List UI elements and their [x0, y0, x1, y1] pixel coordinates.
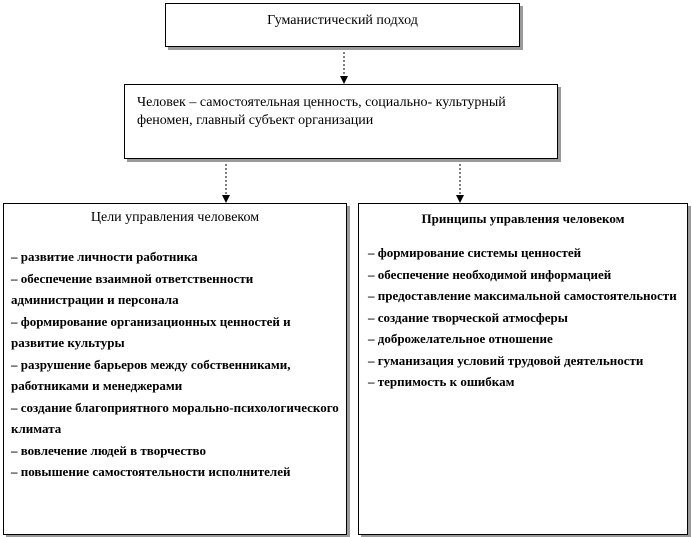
human-definition-text: Человек – самостоятельная ценность, социально- культурный феномен, главный субъект организации	[137, 95, 506, 128]
goal-item: – создание благоприятного морально-психологического климата	[11, 399, 339, 436]
arrowhead-right	[456, 195, 464, 203]
principle-item: – обеспечение необходимой информацией	[368, 266, 612, 282]
principles-title: Принципы управления человеком	[421, 211, 625, 226]
goals-box	[3, 203, 347, 535]
principle-item: – терпимость к ошибкам	[368, 374, 515, 389]
goals-list	[11, 246, 340, 483]
approach-box	[165, 3, 520, 47]
principle-item: – формирование системы ценностей	[368, 245, 582, 260]
principles-list	[368, 242, 683, 393]
goals-title: Цели управления человеком	[90, 210, 260, 225]
goal-item: – вовлечение людей в творчество	[11, 442, 206, 458]
goal-item: – повышение самостоятельности исполнителей	[11, 464, 291, 479]
principles-box	[358, 203, 688, 535]
human-definition-box	[124, 84, 558, 159]
arrowhead-top	[340, 76, 348, 84]
goal-item: – развитие личности работника	[11, 249, 198, 264]
approach-title: Гуманистический подход	[267, 13, 418, 28]
principle-item: – доброжелательное отношение	[368, 331, 553, 346]
arrowhead-left	[222, 195, 230, 203]
goal-item: – разрушение барьеров между собственниками, работниками и менеджерами	[11, 356, 291, 393]
goal-item: – формирование организационных ценностей и развитие культуры	[11, 313, 291, 350]
goal-item: – обеспечение взаимной ответственности администрации и персонала	[11, 270, 254, 307]
principle-item: – предоставление максимальной самостоятельности	[368, 288, 677, 303]
principle-item: – гуманизация условий трудовой деятельности	[368, 352, 644, 368]
principle-item: – создание творческой атмосферы	[368, 309, 568, 325]
